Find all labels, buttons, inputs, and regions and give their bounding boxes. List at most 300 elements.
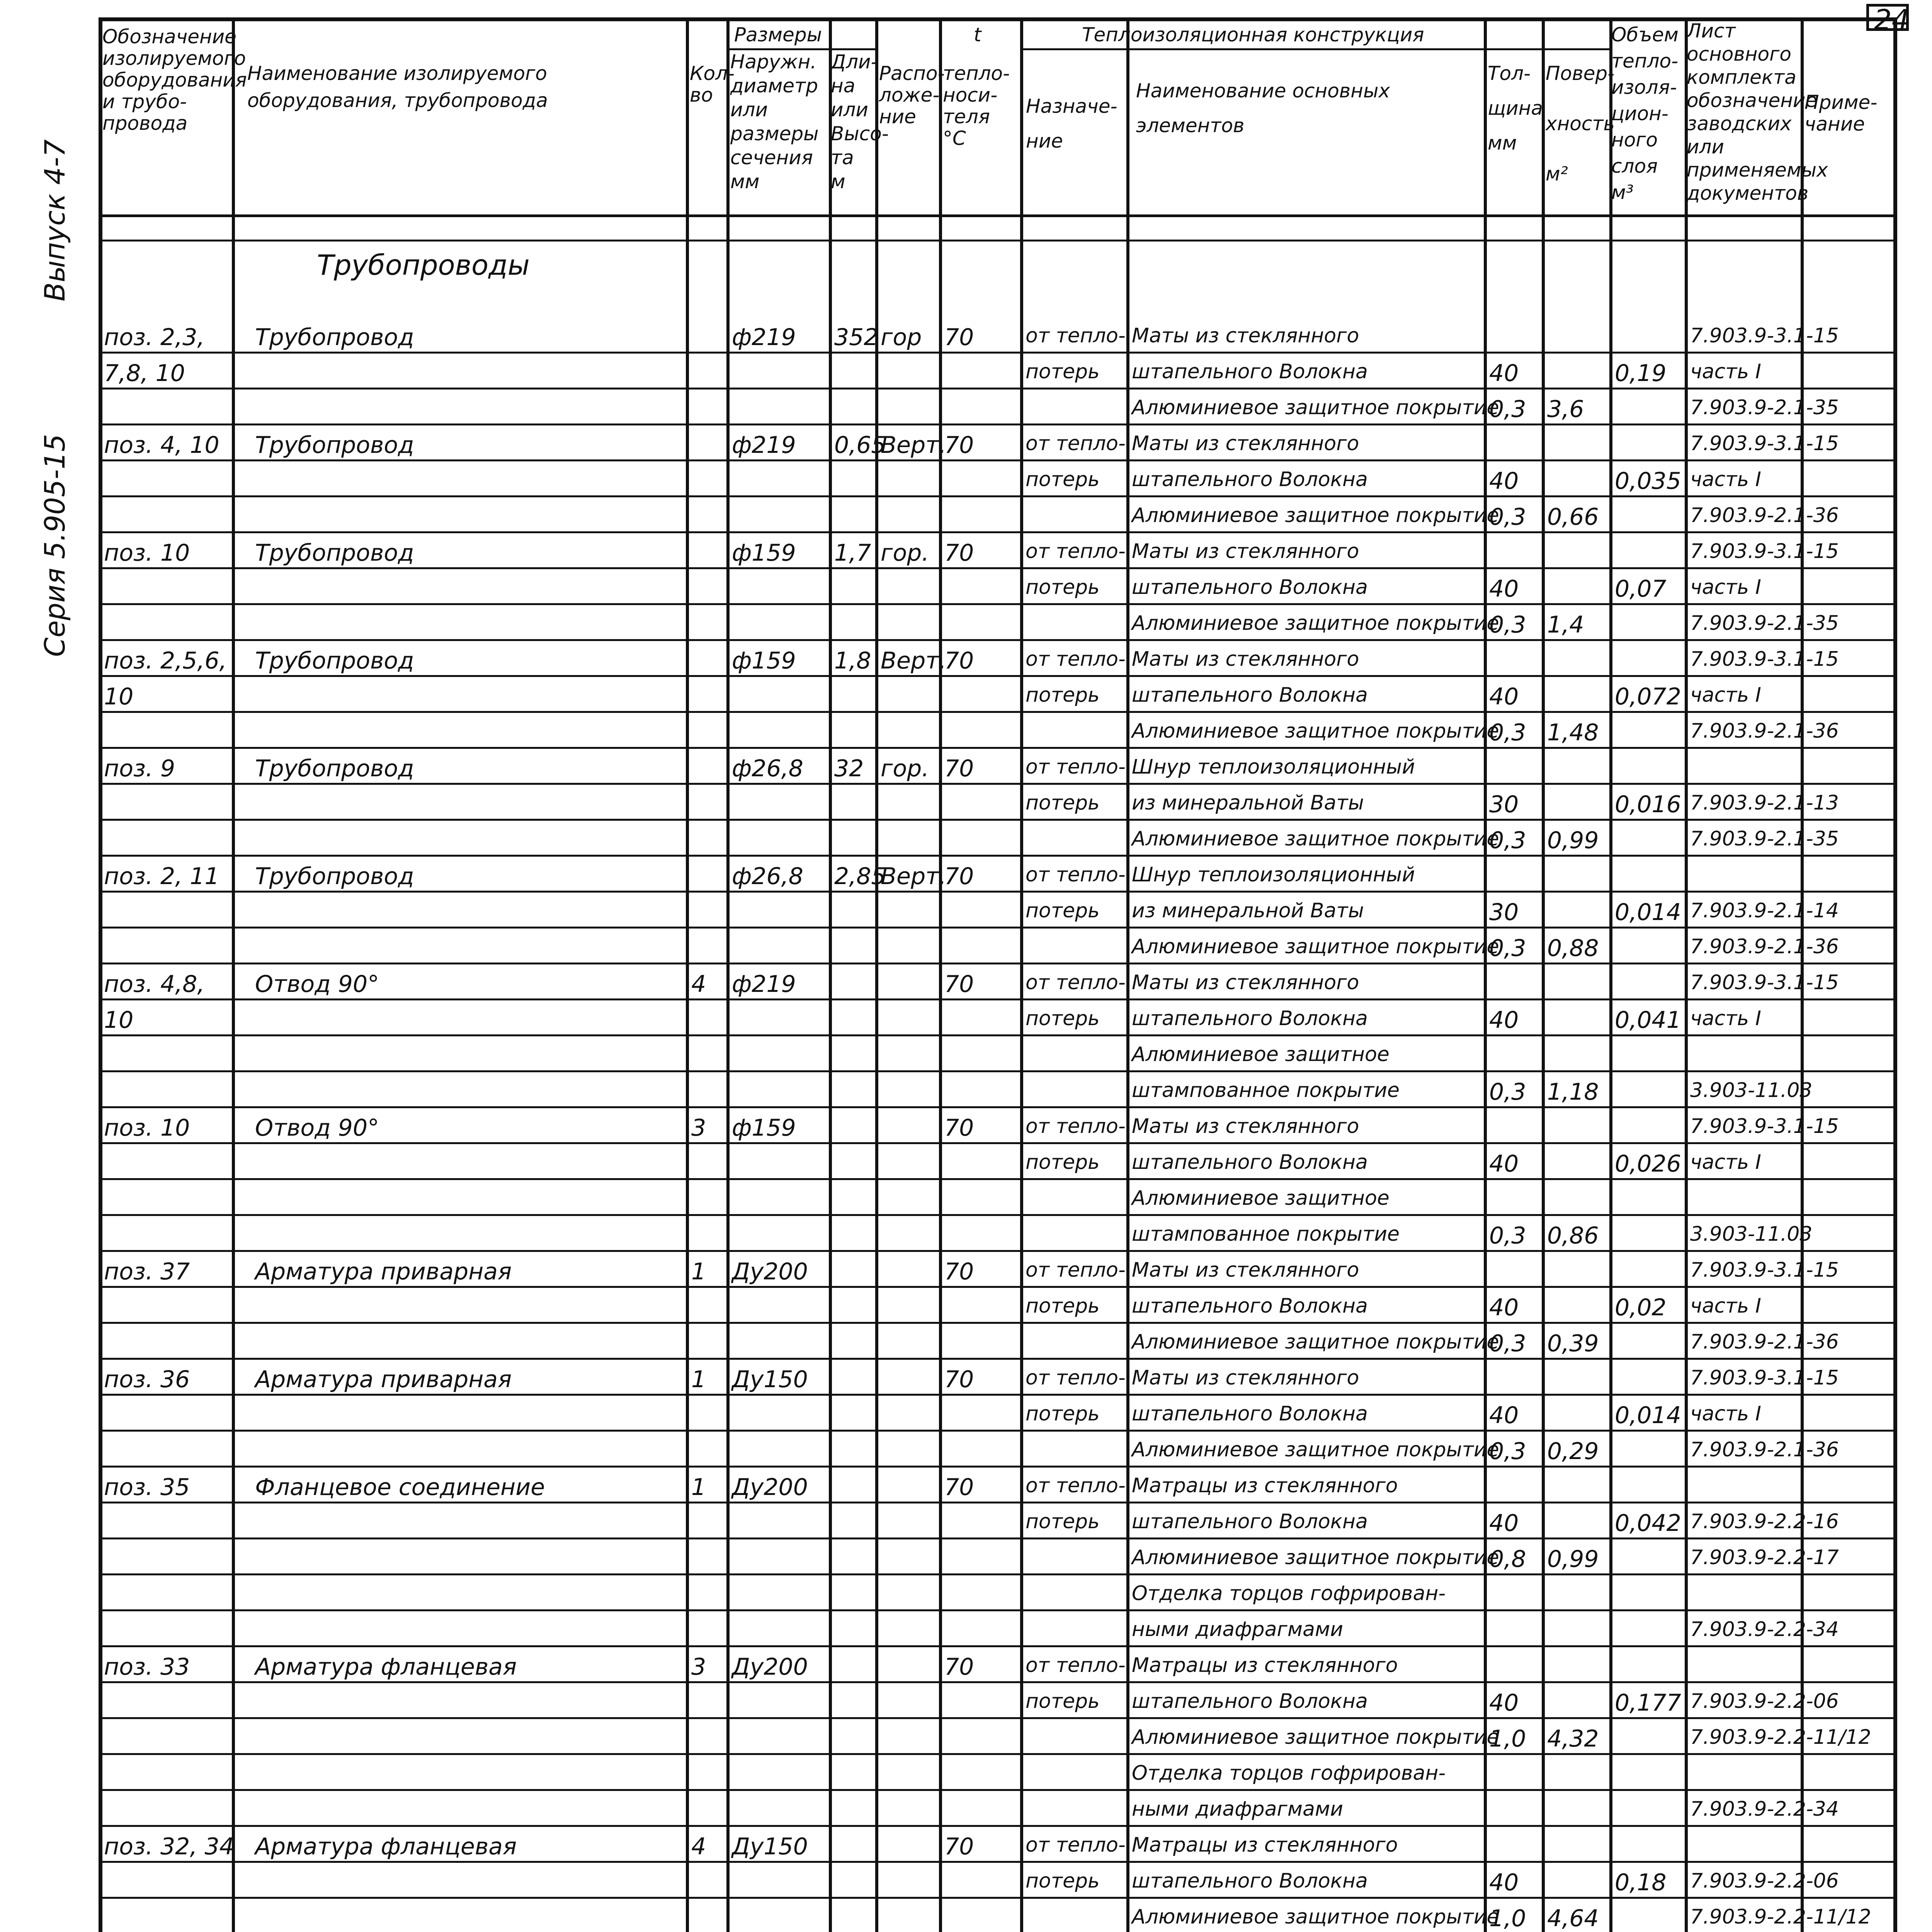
table-row-line — [99, 495, 1897, 497]
cell-elements: Маты из стеклянного — [1132, 1115, 1359, 1138]
cell-document: часть I — [1690, 1007, 1761, 1030]
table-row-line — [99, 1106, 1897, 1108]
cell-document: 7.903.9-2.2-06 — [1690, 1690, 1839, 1713]
cell-purpose: от тепло- — [1026, 971, 1126, 994]
cell-document: 7.903.9-2.1-36 — [1690, 719, 1839, 743]
header-volume-line: Объем — [1611, 24, 1679, 46]
header-document-line: документов — [1687, 182, 1809, 204]
table-row-line — [99, 531, 1897, 533]
table-row-line — [99, 1717, 1897, 1719]
header-volume-line: тепло- — [1611, 50, 1679, 72]
cell-designation: поз. 33 — [104, 1653, 190, 1680]
cell-designation: поз. 2,5,6, — [104, 647, 227, 674]
cell-diameter: Ду150 — [732, 1366, 808, 1393]
cell-temp: 70 — [944, 1474, 974, 1501]
cell-temp: 70 — [944, 324, 974, 351]
cell-elements: Маты из стеклянного — [1132, 1259, 1359, 1282]
cell-thickness: 0,3 — [1489, 1330, 1526, 1357]
header-document-line: обозначение — [1687, 89, 1818, 112]
cell-qty: 1 — [691, 1258, 706, 1285]
table-row-line — [99, 603, 1897, 605]
cell-position: гор. — [881, 539, 929, 566]
cell-designation: поз. 37 — [104, 1258, 190, 1285]
header-name-line: Наименование изолируемого — [247, 62, 547, 85]
header-designation-line: Обозначение — [102, 26, 236, 48]
table-row-line — [99, 1178, 1897, 1180]
table-row-line — [99, 1322, 1897, 1324]
cell-elements: штапельного Волокна — [1132, 1294, 1368, 1318]
cell-diameter: ф219 — [732, 971, 796, 998]
cell-elements: штапельного Волокна — [1132, 1151, 1368, 1174]
cell-volume: 0,026 — [1615, 1150, 1681, 1177]
cell-volume: 0,177 — [1615, 1689, 1681, 1716]
header-diameter-line: размеры — [730, 122, 819, 145]
cell-document: 7.903.9-3.1-15 — [1690, 324, 1839, 347]
header-surface-line: хность — [1546, 112, 1615, 135]
cell-purpose: от тепло- — [1026, 1654, 1126, 1677]
table-row-line — [99, 711, 1897, 713]
cell-thickness: 40 — [1489, 1150, 1519, 1177]
cell-thickness: 40 — [1489, 360, 1519, 387]
header-qty-line: Кол- — [690, 62, 735, 85]
table-row-line — [99, 459, 1897, 461]
header-document-line: применяемых — [1687, 159, 1828, 181]
cell-temp: 70 — [944, 1114, 974, 1141]
cell-volume: 0,02 — [1615, 1294, 1667, 1321]
cell-designation: поз. 4,8, — [104, 971, 205, 998]
cell-position: гор. — [881, 755, 929, 782]
cell-elements: из минеральной Ваты — [1132, 791, 1364, 815]
cell-document: 7.903.9-2.1-13 — [1690, 791, 1839, 815]
header-designation-line: и трубо- — [102, 90, 187, 113]
cell-purpose: потерь — [1026, 1007, 1100, 1030]
cell-volume: 0,014 — [1615, 899, 1681, 926]
cell-diameter: Ду150 — [732, 1833, 808, 1860]
cell-document: 7.903.9-3.1-15 — [1690, 540, 1839, 563]
cell-elements: штапельного Волокна — [1132, 1007, 1368, 1030]
cell-elements: Алюминиевое защитное покрытие — [1132, 719, 1499, 743]
cell-length: 32 — [834, 755, 864, 782]
cell-document: 7.903.9-2.1-35 — [1690, 827, 1839, 850]
cell-elements: штампованное покрытие — [1132, 1223, 1400, 1246]
cell-temp: 70 — [944, 1833, 974, 1860]
issue-label: Выпуск 4-7 — [39, 139, 71, 301]
cell-purpose: потерь — [1026, 1151, 1100, 1174]
header-surface-line: Повер- — [1546, 62, 1615, 85]
cell-elements: штапельного Волокна — [1132, 684, 1368, 707]
cell-thickness: 30 — [1489, 899, 1519, 926]
header-temp-line: °С — [943, 127, 966, 150]
header-temp-line: носи- — [943, 84, 998, 106]
cell-thickness: 40 — [1489, 575, 1519, 602]
header-insulation-group-line: Теплоизоляционная конструкция — [1082, 24, 1424, 46]
header-position-line: Распо- — [879, 62, 945, 85]
cell-purpose: потерь — [1026, 576, 1100, 599]
cell-purpose: потерь — [1026, 791, 1100, 815]
cell-position: Верт. — [881, 432, 947, 459]
cell-purpose: потерь — [1026, 1402, 1100, 1425]
cell-surface: 1,4 — [1547, 611, 1584, 638]
cell-name: Арматура фланцевая — [255, 1653, 517, 1680]
cell-thickness: 0,3 — [1489, 935, 1526, 962]
cell-document: 7.903.9-2.2-34 — [1690, 1618, 1839, 1641]
table-row-line — [99, 1573, 1897, 1575]
header-designation-line: изолируемого — [102, 47, 246, 70]
table-row-line — [99, 855, 1897, 857]
cell-elements: Маты из стеклянного — [1132, 432, 1359, 455]
cell-thickness: 1,0 — [1489, 1905, 1526, 1932]
cell-thickness: 40 — [1489, 1869, 1519, 1896]
header-length-line: Высо- — [831, 122, 889, 145]
cell-elements: ными диафрагмами — [1132, 1798, 1343, 1821]
insulation-group-line — [1020, 48, 1609, 50]
cell-qty: 1 — [691, 1366, 706, 1393]
cell-elements: штапельного Волокна — [1132, 1690, 1368, 1713]
cell-purpose: от тепло- — [1026, 432, 1126, 455]
cell-qty: 4 — [691, 1833, 706, 1860]
cell-document: 7.903.9-3.1-15 — [1690, 1115, 1839, 1138]
header-document-line: заводских — [1687, 112, 1792, 135]
table-row-line — [99, 1430, 1897, 1432]
cell-document: 7.903.9-2.2-16 — [1690, 1510, 1839, 1533]
table-row-line — [99, 1753, 1897, 1755]
cell-volume: 0,014 — [1615, 1402, 1681, 1429]
cell-diameter: ф219 — [732, 324, 796, 351]
cell-elements: Шнур теплоизоляционный — [1132, 755, 1415, 779]
cell-surface: 4,32 — [1547, 1725, 1599, 1752]
cell-diameter: ф159 — [732, 539, 796, 566]
cell-name: Трубопровод — [255, 647, 414, 674]
cell-diameter: ф26,8 — [732, 755, 803, 782]
cell-elements: штампованное покрытие — [1132, 1079, 1400, 1102]
cell-elements: штапельного Волокна — [1132, 1402, 1368, 1425]
cell-purpose: потерь — [1026, 1869, 1100, 1893]
header-bottom-line — [99, 214, 1897, 217]
cell-elements: Матрацы из стеклянного — [1132, 1833, 1398, 1857]
cell-elements: Маты из стеклянного — [1132, 648, 1359, 671]
cell-thickness: 0,3 — [1489, 1438, 1526, 1465]
table-row-line — [99, 1394, 1897, 1396]
table-row-line — [99, 1466, 1897, 1468]
cell-purpose: потерь — [1026, 1294, 1100, 1318]
table-row-line — [99, 1645, 1897, 1647]
cell-temp: 70 — [944, 1258, 974, 1285]
cell-volume: 0,041 — [1615, 1007, 1681, 1034]
cell-diameter: ф26,8 — [732, 863, 803, 890]
table-row-line — [99, 1825, 1897, 1827]
cell-thickness: 40 — [1489, 1689, 1519, 1716]
header-document-line: комплекта — [1687, 66, 1796, 88]
header-purpose-line: Назначе- — [1026, 95, 1117, 117]
table-row-line — [99, 998, 1897, 1000]
cell-elements: Отделка торцов гофрирован- — [1132, 1582, 1446, 1605]
cell-thickness: 40 — [1489, 1007, 1519, 1034]
cell-name: Трубопровод — [255, 539, 414, 566]
table-row-line — [99, 1789, 1897, 1791]
sheet-number: 24 — [1874, 3, 1910, 36]
header-document-line: или — [1687, 136, 1724, 158]
cell-purpose: от тепло- — [1026, 755, 1126, 779]
header-length-line: на — [831, 75, 855, 97]
header-volume-line: цион- — [1611, 102, 1668, 125]
series-label: Серия 5.905-15 — [39, 434, 71, 657]
cell-elements: штапельного Волокна — [1132, 1869, 1368, 1893]
cell-surface: 1,18 — [1547, 1078, 1599, 1105]
table-row-line — [99, 1861, 1897, 1863]
cell-elements: Отделка торцов гофрирован- — [1132, 1762, 1446, 1785]
cell-name: Трубопровод — [255, 324, 414, 351]
cell-elements: Алюминиевое защитное покрытие — [1132, 1546, 1499, 1569]
cell-document: часть I — [1690, 576, 1761, 599]
cell-designation: поз. 4, 10 — [104, 432, 219, 459]
cell-document: 7.903.9-2.1-36 — [1690, 504, 1839, 527]
cell-position: гор — [881, 324, 922, 351]
cell-length: 1,7 — [834, 539, 871, 566]
cell-elements: ными диафрагмами — [1132, 1618, 1343, 1641]
cell-temp: 70 — [944, 863, 974, 890]
header-designation-line: оборудования — [102, 69, 247, 91]
cell-document: часть I — [1690, 1294, 1761, 1318]
cell-document: 3.903-11.03 — [1690, 1079, 1813, 1102]
cell-designation: поз. 2,3, — [104, 324, 205, 351]
cell-purpose: от тепло- — [1026, 1259, 1126, 1282]
cell-thickness: 40 — [1489, 683, 1519, 710]
cell-thickness: 0,3 — [1489, 1078, 1526, 1105]
cell-surface: 1,48 — [1547, 719, 1599, 746]
cell-elements: Маты из стеклянного — [1132, 540, 1359, 563]
cell-name: Отвод 90° — [255, 1114, 379, 1141]
cell-elements: штапельного Волокна — [1132, 576, 1368, 599]
cell-surface: 0,99 — [1547, 827, 1599, 854]
cell-diameter: ф159 — [732, 1114, 796, 1141]
cell-purpose: от тепло- — [1026, 540, 1126, 563]
cell-name: Отвод 90° — [255, 971, 379, 998]
cell-temp: 70 — [944, 1366, 974, 1393]
cell-elements: Алюминиевое защитное покрытие — [1132, 827, 1499, 850]
cell-elements: Маты из стеклянного — [1132, 971, 1359, 994]
table-row-line — [99, 423, 1897, 425]
cell-diameter: Ду200 — [732, 1653, 808, 1680]
cell-document: 7.903.9-2.2-11/12 — [1690, 1726, 1871, 1749]
cell-name: Арматура приварная — [255, 1258, 512, 1285]
header-thickness-line: Тол- — [1488, 62, 1531, 85]
cell-elements: Алюминиевое защитное — [1132, 1043, 1389, 1066]
header-temp-line: тепло- — [943, 62, 1010, 85]
cell-qty: 1 — [691, 1474, 706, 1501]
cell-elements: Алюминиевое защитное покрытие — [1132, 396, 1499, 419]
table-row-line — [99, 1286, 1897, 1288]
header-sizes-group-line: Размеры — [734, 24, 822, 46]
cell-qty: 3 — [691, 1653, 706, 1680]
cell-document: 7.903.9-2.1-36 — [1690, 1438, 1839, 1461]
header-length-line: та — [831, 146, 854, 169]
cell-purpose: от тепло- — [1026, 1366, 1126, 1389]
header-note-line: Приме- — [1804, 91, 1878, 114]
header-length-line: или — [831, 99, 868, 121]
cell-designation: поз. 35 — [104, 1474, 190, 1501]
header-thickness-line: мм — [1488, 132, 1517, 154]
cell-temp: 70 — [944, 971, 974, 998]
table-row-line — [99, 819, 1897, 821]
cell-thickness: 40 — [1489, 1510, 1519, 1537]
table-row-line — [99, 747, 1897, 749]
cell-thickness: 0,3 — [1489, 503, 1526, 531]
cell-thickness: 1,0 — [1489, 1725, 1526, 1752]
table-row-line — [99, 1034, 1897, 1036]
header-elements-line: элементов — [1136, 114, 1245, 137]
cell-document: 7.903.9-2.1-35 — [1690, 612, 1839, 635]
cell-length: 2,85 — [834, 863, 886, 890]
table-row-line — [99, 1609, 1897, 1611]
cell-temp: 70 — [944, 432, 974, 459]
table-row-line — [99, 1250, 1897, 1252]
cell-purpose: потерь — [1026, 360, 1100, 383]
table-row-line — [99, 567, 1897, 569]
header-volume-line: ного — [1611, 129, 1658, 151]
cell-purpose: потерь — [1026, 468, 1100, 491]
cell-thickness: 0,3 — [1489, 611, 1526, 638]
cell-surface: 0,66 — [1547, 503, 1599, 531]
cell-elements: Алюминиевое защитное покрытие — [1132, 1330, 1499, 1354]
table-row-line — [99, 963, 1897, 964]
cell-elements: Алюминиевое защитное покрытие — [1132, 1726, 1499, 1749]
cell-document: 7.903.9-2.1-36 — [1690, 1330, 1839, 1354]
header-temp-line: теля — [943, 105, 990, 128]
cell-thickness: 0,3 — [1489, 719, 1526, 746]
table-row-line — [99, 1897, 1897, 1899]
header-note-line: чание — [1804, 113, 1865, 135]
cell-document: 7.903.9-3.1-15 — [1690, 971, 1839, 994]
cell-volume: 0,18 — [1615, 1869, 1667, 1896]
cell-name: Арматура фланцевая — [255, 1833, 517, 1860]
cell-document: часть I — [1690, 360, 1761, 383]
table-row-line — [99, 1537, 1897, 1539]
header-volume-line: слоя — [1611, 155, 1658, 177]
table-row-line — [99, 1070, 1897, 1072]
table-row-line — [99, 891, 1897, 893]
header-designation-line: провода — [102, 112, 188, 134]
cell-document: 7.903.9-2.2-11/12 — [1690, 1905, 1871, 1929]
header-elements-line: Наименование основных — [1136, 80, 1390, 102]
cell-document: часть I — [1690, 684, 1761, 707]
header-diameter-line: Наружн. — [730, 51, 817, 73]
table-row-line — [99, 639, 1897, 641]
cell-document: 7.903.9-2.1-36 — [1690, 935, 1839, 958]
cell-position: Верт. — [881, 647, 947, 674]
cell-designation: 10 — [104, 683, 134, 710]
header-diameter-line: мм — [730, 170, 760, 193]
header-position-line: ложе- — [879, 84, 940, 106]
cell-designation: 7,8, 10 — [104, 360, 185, 387]
cell-elements: Маты из стеклянного — [1132, 1366, 1359, 1389]
cell-purpose: от тепло- — [1026, 1115, 1126, 1138]
cell-document: 7.903.9-2.2-06 — [1690, 1869, 1839, 1893]
cell-length: 0,65 — [834, 432, 886, 459]
cell-temp: 70 — [944, 647, 974, 674]
cell-purpose: потерь — [1026, 1510, 1100, 1533]
cell-diameter: ф219 — [732, 432, 796, 459]
cell-document: 7.903.9-3.1-15 — [1690, 432, 1839, 455]
cell-document: 7.903.9-3.1-15 — [1690, 648, 1839, 671]
cell-thickness: 40 — [1489, 1294, 1519, 1321]
cell-name: Трубопровод — [255, 755, 414, 782]
cell-surface: 0,86 — [1547, 1222, 1599, 1249]
section-title: Трубопроводы — [317, 249, 530, 281]
cell-qty: 4 — [691, 971, 706, 998]
cell-thickness: 0,3 — [1489, 1222, 1526, 1249]
cell-purpose: от тепло- — [1026, 1474, 1126, 1497]
table-row-line — [99, 388, 1897, 389]
cell-document: 7.903.9-2.2-17 — [1690, 1546, 1839, 1569]
cell-thickness: 40 — [1489, 468, 1519, 495]
table-row-line — [99, 1142, 1897, 1144]
cell-purpose: от тепло- — [1026, 324, 1126, 347]
cell-designation: поз. 2, 11 — [104, 863, 219, 890]
cell-document: 7.903.9-2.1-35 — [1690, 396, 1839, 419]
header-qty-line: во — [690, 84, 713, 106]
header-diameter-line: или — [730, 99, 768, 121]
cell-thickness: 0,8 — [1489, 1546, 1526, 1573]
header-surface-line: м² — [1546, 163, 1568, 185]
cell-document: часть I — [1690, 1402, 1761, 1425]
cell-volume: 0,016 — [1615, 791, 1681, 818]
cell-name: Трубопровод — [255, 432, 414, 459]
header-length-line: м — [831, 170, 845, 193]
cell-thickness: 30 — [1489, 791, 1519, 818]
cell-surface: 0,99 — [1547, 1546, 1599, 1573]
table-row-line — [99, 1358, 1897, 1360]
cell-document: 7.903.9-2.2-34 — [1690, 1798, 1839, 1821]
cell-designation: поз. 32, 34 — [104, 1833, 234, 1860]
table-row-line — [99, 1214, 1897, 1216]
cell-length: 1,8 — [834, 647, 871, 674]
cell-document: 3.903-11.03 — [1690, 1223, 1813, 1246]
cell-elements: Алюминиевое защитное покрытие — [1132, 935, 1499, 958]
table-row-line — [99, 1502, 1897, 1503]
cell-elements: Матрацы из стеклянного — [1132, 1654, 1398, 1677]
cell-name: Арматура приварная — [255, 1366, 512, 1393]
cell-volume: 0,072 — [1615, 683, 1681, 710]
cell-name: Фланцевое соединение — [255, 1474, 545, 1501]
cell-elements: штапельного Волокна — [1132, 360, 1368, 383]
header-second-line — [99, 240, 1897, 242]
cell-surface: 4,64 — [1547, 1905, 1599, 1932]
cell-elements: Алюминиевое защитное покрытие — [1132, 504, 1499, 527]
cell-temp: 70 — [944, 539, 974, 566]
cell-diameter: Ду200 — [732, 1474, 808, 1501]
table-row-line — [99, 352, 1897, 354]
cell-qty: 3 — [691, 1114, 706, 1141]
header-temp-symbol-line: t — [974, 24, 981, 46]
cell-designation: поз. 9 — [104, 755, 175, 782]
cell-name: Трубопровод — [255, 863, 414, 890]
cell-purpose: от тепло- — [1026, 863, 1126, 886]
cell-elements: Алюминиевое защитное покрытие — [1132, 612, 1499, 635]
cell-designation: поз. 10 — [104, 1114, 190, 1141]
cell-thickness: 0,3 — [1489, 827, 1526, 854]
cell-diameter: ф159 — [732, 647, 796, 674]
cell-purpose: от тепло- — [1026, 1833, 1126, 1857]
cell-elements: Алюминиевое защитное покрытие — [1132, 1438, 1499, 1461]
header-diameter-line: диаметр — [730, 75, 818, 97]
cell-designation: 10 — [104, 1007, 134, 1034]
table-row-line — [99, 675, 1897, 677]
cell-purpose: от тепло- — [1026, 648, 1126, 671]
cell-volume: 0,035 — [1615, 468, 1681, 495]
header-name-line: оборудования, трубопровода — [247, 89, 548, 112]
cell-purpose: потерь — [1026, 684, 1100, 707]
cell-thickness: 0,3 — [1489, 396, 1526, 423]
